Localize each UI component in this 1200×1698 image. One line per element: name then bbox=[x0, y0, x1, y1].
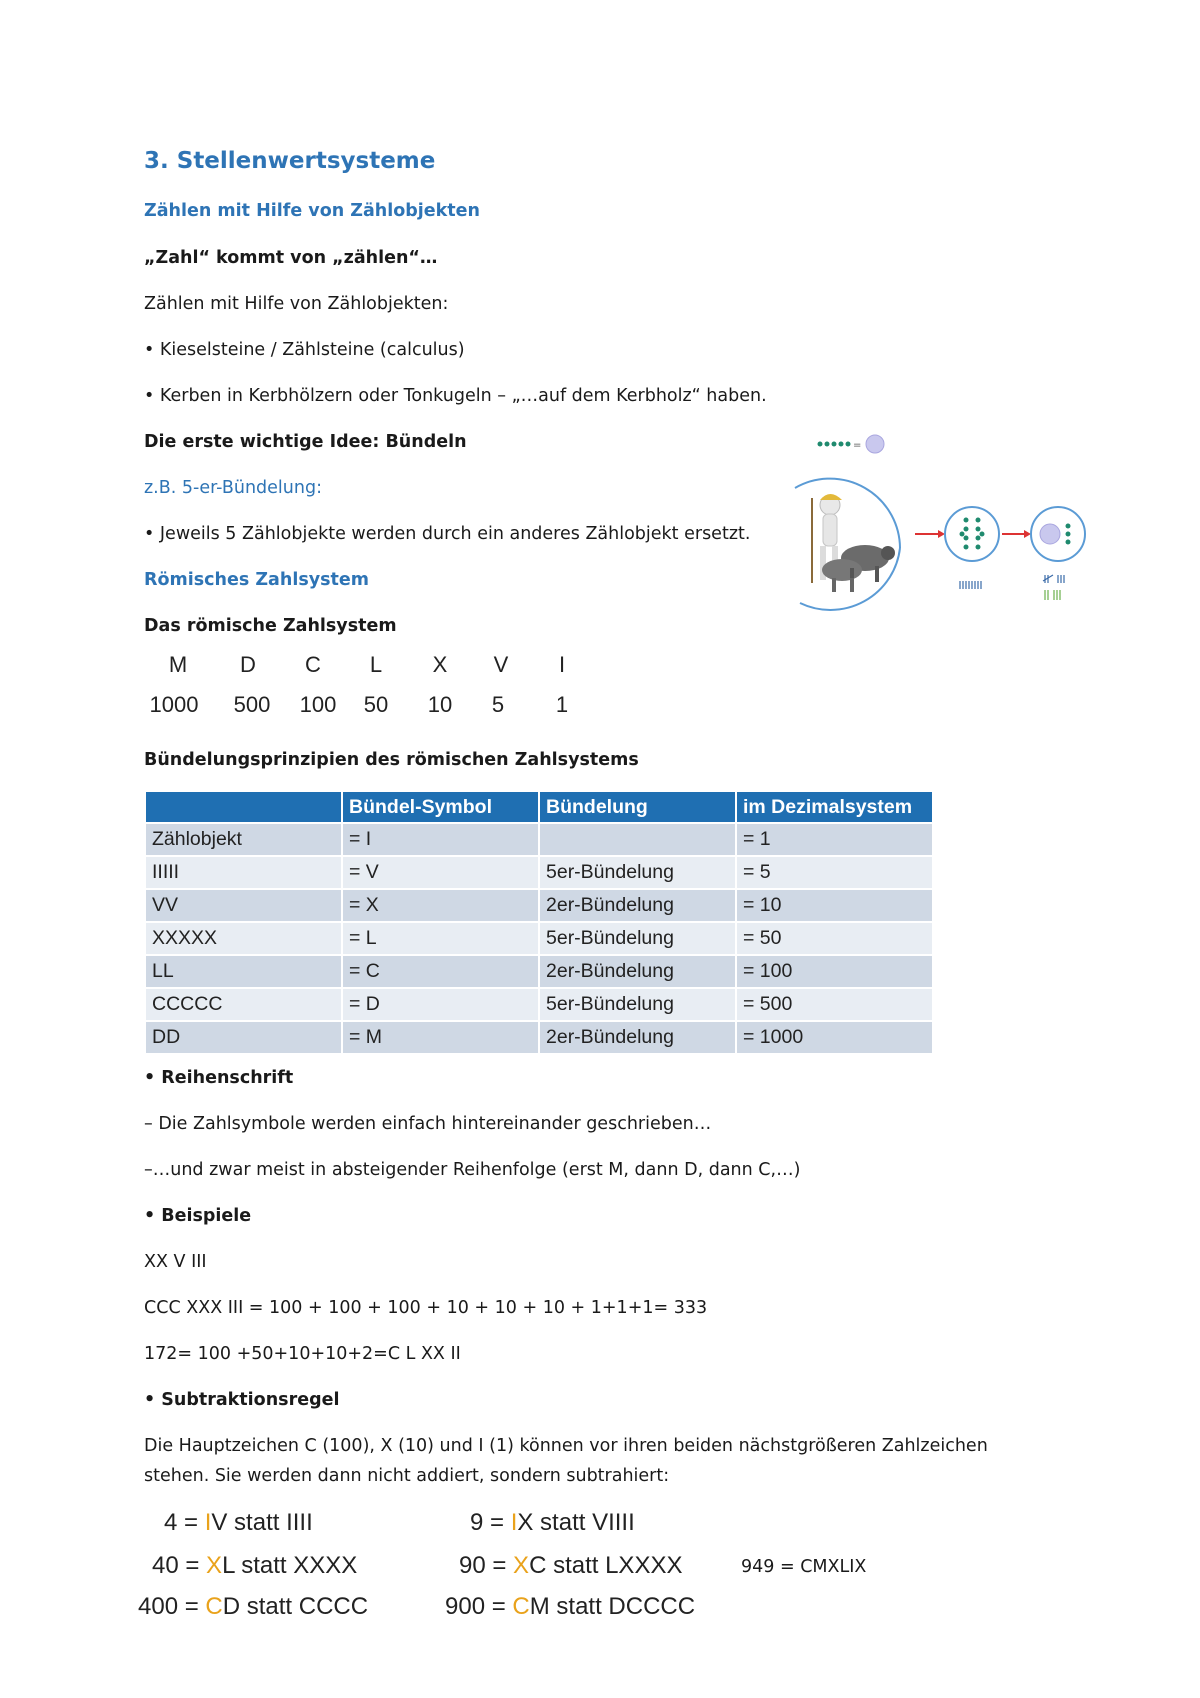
table-header: Bündel-Symbol bbox=[343, 792, 538, 822]
example-949: 949 = CMXLIX bbox=[741, 1557, 867, 1577]
roman-value: 500 bbox=[233, 692, 271, 717]
table-row bbox=[146, 857, 932, 888]
example-rest: D statt CCCC bbox=[222, 1593, 369, 1620]
table-row bbox=[146, 1022, 932, 1053]
subtraction-example bbox=[459, 1552, 682, 1580]
example-highlight: C bbox=[205, 1593, 223, 1620]
example-rest: M statt DCCCC bbox=[529, 1593, 696, 1620]
table-header: Bündelung bbox=[540, 792, 735, 822]
example-rest: X statt VIIII bbox=[517, 1509, 635, 1536]
roman-symbol: D bbox=[240, 652, 256, 677]
beispiele-title: • Beispiele bbox=[144, 1206, 252, 1226]
roman-symbol: V bbox=[493, 652, 509, 677]
svg-text:=: = bbox=[853, 440, 862, 451]
subtraktion-title: • Subtraktionsregel bbox=[144, 1390, 340, 1410]
subtraction-example bbox=[152, 1552, 357, 1580]
table-cell: 2er-Bündelung bbox=[540, 890, 735, 921]
example-rest: C statt LXXXX bbox=[529, 1552, 683, 1579]
subheading-counting: Zählen mit Hilfe von Zählobjekten bbox=[144, 201, 480, 221]
table-cell: = L bbox=[343, 923, 538, 954]
table-row bbox=[146, 989, 932, 1020]
beispiel-1: XX V III bbox=[144, 1252, 207, 1272]
roman-symbol: X bbox=[432, 652, 448, 677]
example-rest: L statt XXXX bbox=[222, 1552, 358, 1579]
table-cell: = C bbox=[343, 956, 538, 987]
zahl-line: „Zahl“ kommt von „zählen“… bbox=[144, 248, 438, 268]
five-dots-icon bbox=[818, 435, 885, 453]
subtraction-example bbox=[164, 1509, 313, 1537]
roman-symbol: M bbox=[168, 652, 188, 677]
table-cell: = 1000 bbox=[737, 1022, 932, 1053]
example-rest: V statt IIII bbox=[211, 1509, 313, 1536]
grouped-dots-icon bbox=[945, 507, 999, 561]
bundling-table bbox=[144, 790, 934, 1055]
table-cell: = D bbox=[343, 989, 538, 1020]
reihenschrift-title: • Reihenschrift bbox=[144, 1068, 294, 1088]
table-header-row bbox=[146, 792, 932, 822]
table-row bbox=[146, 824, 932, 855]
roman-symbol: I bbox=[558, 652, 566, 677]
bundling-title: Bündelungsprinzipien des römischen Zahlsystems bbox=[144, 750, 639, 770]
idea-bundeln: Die erste wichtige Idee: Bündeln bbox=[144, 432, 467, 452]
table-cell: = 50 bbox=[737, 923, 932, 954]
table-cell: = X bbox=[343, 890, 538, 921]
subtraction-example bbox=[470, 1509, 635, 1537]
example-5er: z.B. 5-er-Bündelung: bbox=[144, 478, 322, 498]
example-prefix: 4 = bbox=[164, 1509, 205, 1536]
table-cell bbox=[540, 824, 735, 855]
subtraction-example bbox=[445, 1593, 695, 1621]
example-prefix: 400 = bbox=[138, 1593, 206, 1620]
bullet-kerben: • Kerben in Kerbhölzern oder Tonkugeln – „…auf dem Kerbholz“ haben. bbox=[144, 386, 767, 406]
bundled-dots-icon bbox=[1031, 507, 1085, 561]
table-cell: 2er-Bündelung bbox=[540, 956, 735, 987]
roman-symbol: C bbox=[305, 652, 321, 677]
table-cell: = 10 bbox=[737, 890, 932, 921]
example-highlight: X bbox=[513, 1552, 530, 1579]
bullet-kiesel: • Kieselsteine / Zählsteine (calculus) bbox=[144, 340, 465, 360]
roman-value: 1 bbox=[555, 692, 569, 717]
reihenschrift-line-2: –…und zwar meist in absteigender Reihenfolge (erst M, dann D, dann C,…) bbox=[144, 1160, 801, 1180]
roman-value: 10 bbox=[427, 692, 453, 717]
roman-value: 1000 bbox=[149, 692, 199, 717]
subtraktion-text-1: Die Hauptzeichen C (100), X (10) und I (1) können vor ihren beiden nächstgrößeren Zahlzeichen bbox=[144, 1436, 988, 1456]
table-cell: = I bbox=[343, 824, 538, 855]
page-title: 3. Stellenwertsysteme bbox=[144, 148, 436, 174]
example-highlight: I bbox=[510, 1509, 518, 1536]
table-cell: 5er-Bündelung bbox=[540, 857, 735, 888]
table-cell: = 5 bbox=[737, 857, 932, 888]
roman-value: 5 bbox=[491, 692, 505, 717]
shepherd-icon bbox=[795, 479, 900, 610]
roman-symbol: L bbox=[369, 652, 383, 677]
table-cell: = M bbox=[343, 1022, 538, 1053]
example-highlight: X bbox=[206, 1552, 223, 1579]
table-cell: 5er-Bündelung bbox=[540, 989, 735, 1020]
counting-intro: Zählen mit Hilfe von Zählobjekten: bbox=[144, 294, 449, 314]
table-row bbox=[146, 890, 932, 921]
example-highlight: C bbox=[512, 1593, 530, 1620]
green-tally-icon bbox=[1045, 590, 1060, 600]
table-row bbox=[146, 956, 932, 987]
table-row bbox=[146, 923, 932, 954]
table-cell: IIIII bbox=[146, 857, 341, 888]
table-cell: = 1 bbox=[737, 824, 932, 855]
beispiel-3: 172= 100 +50+10+10+2=C L XX II bbox=[144, 1344, 461, 1364]
table-cell: = 100 bbox=[737, 956, 932, 987]
example-prefix: 900 = bbox=[445, 1593, 513, 1620]
subheading-roman: Römisches Zahlsystem bbox=[144, 570, 370, 590]
subtraction-example bbox=[138, 1593, 368, 1621]
table-cell: 2er-Bündelung bbox=[540, 1022, 735, 1053]
subtraktion-text-2: stehen. Sie werden dann nicht addiert, sondern subtrahiert: bbox=[144, 1466, 670, 1486]
table-cell: DD bbox=[146, 1022, 341, 1053]
table-header bbox=[146, 792, 341, 822]
example-prefix: 9 = bbox=[470, 1509, 511, 1536]
table-cell: CCCCC bbox=[146, 989, 341, 1020]
bundling-illustration bbox=[790, 428, 1090, 613]
roman-value: 50 bbox=[363, 692, 389, 717]
table-cell: Zählobjekt bbox=[146, 824, 341, 855]
table-cell: = 500 bbox=[737, 989, 932, 1020]
example-highlight: I bbox=[204, 1509, 212, 1536]
beispiel-2: CCC XXX III = 100 + 100 + 100 + 10 + 10 + 10 + 1+1+1= 333 bbox=[144, 1298, 708, 1318]
bullet-jeweils: • Jeweils 5 Zählobjekte werden durch ein anderes Zählobjekt ersetzt. bbox=[144, 524, 751, 544]
table-header: im Dezimalsystem bbox=[737, 792, 932, 822]
reihenschrift-line-1: – Die Zahlsymbole werden einfach hintereinander geschrieben… bbox=[144, 1114, 712, 1134]
table-cell: LL bbox=[146, 956, 341, 987]
table-cell: = V bbox=[343, 857, 538, 888]
example-prefix: 90 = bbox=[459, 1552, 514, 1579]
table-cell: VV bbox=[146, 890, 341, 921]
roman-value: 100 bbox=[299, 692, 337, 717]
tally-marks-icon bbox=[960, 575, 1064, 589]
roman-system-label: Das römische Zahlsystem bbox=[144, 616, 397, 636]
table-cell: 5er-Bündelung bbox=[540, 923, 735, 954]
table-cell: XXXXX bbox=[146, 923, 341, 954]
example-prefix: 40 = bbox=[152, 1552, 207, 1579]
